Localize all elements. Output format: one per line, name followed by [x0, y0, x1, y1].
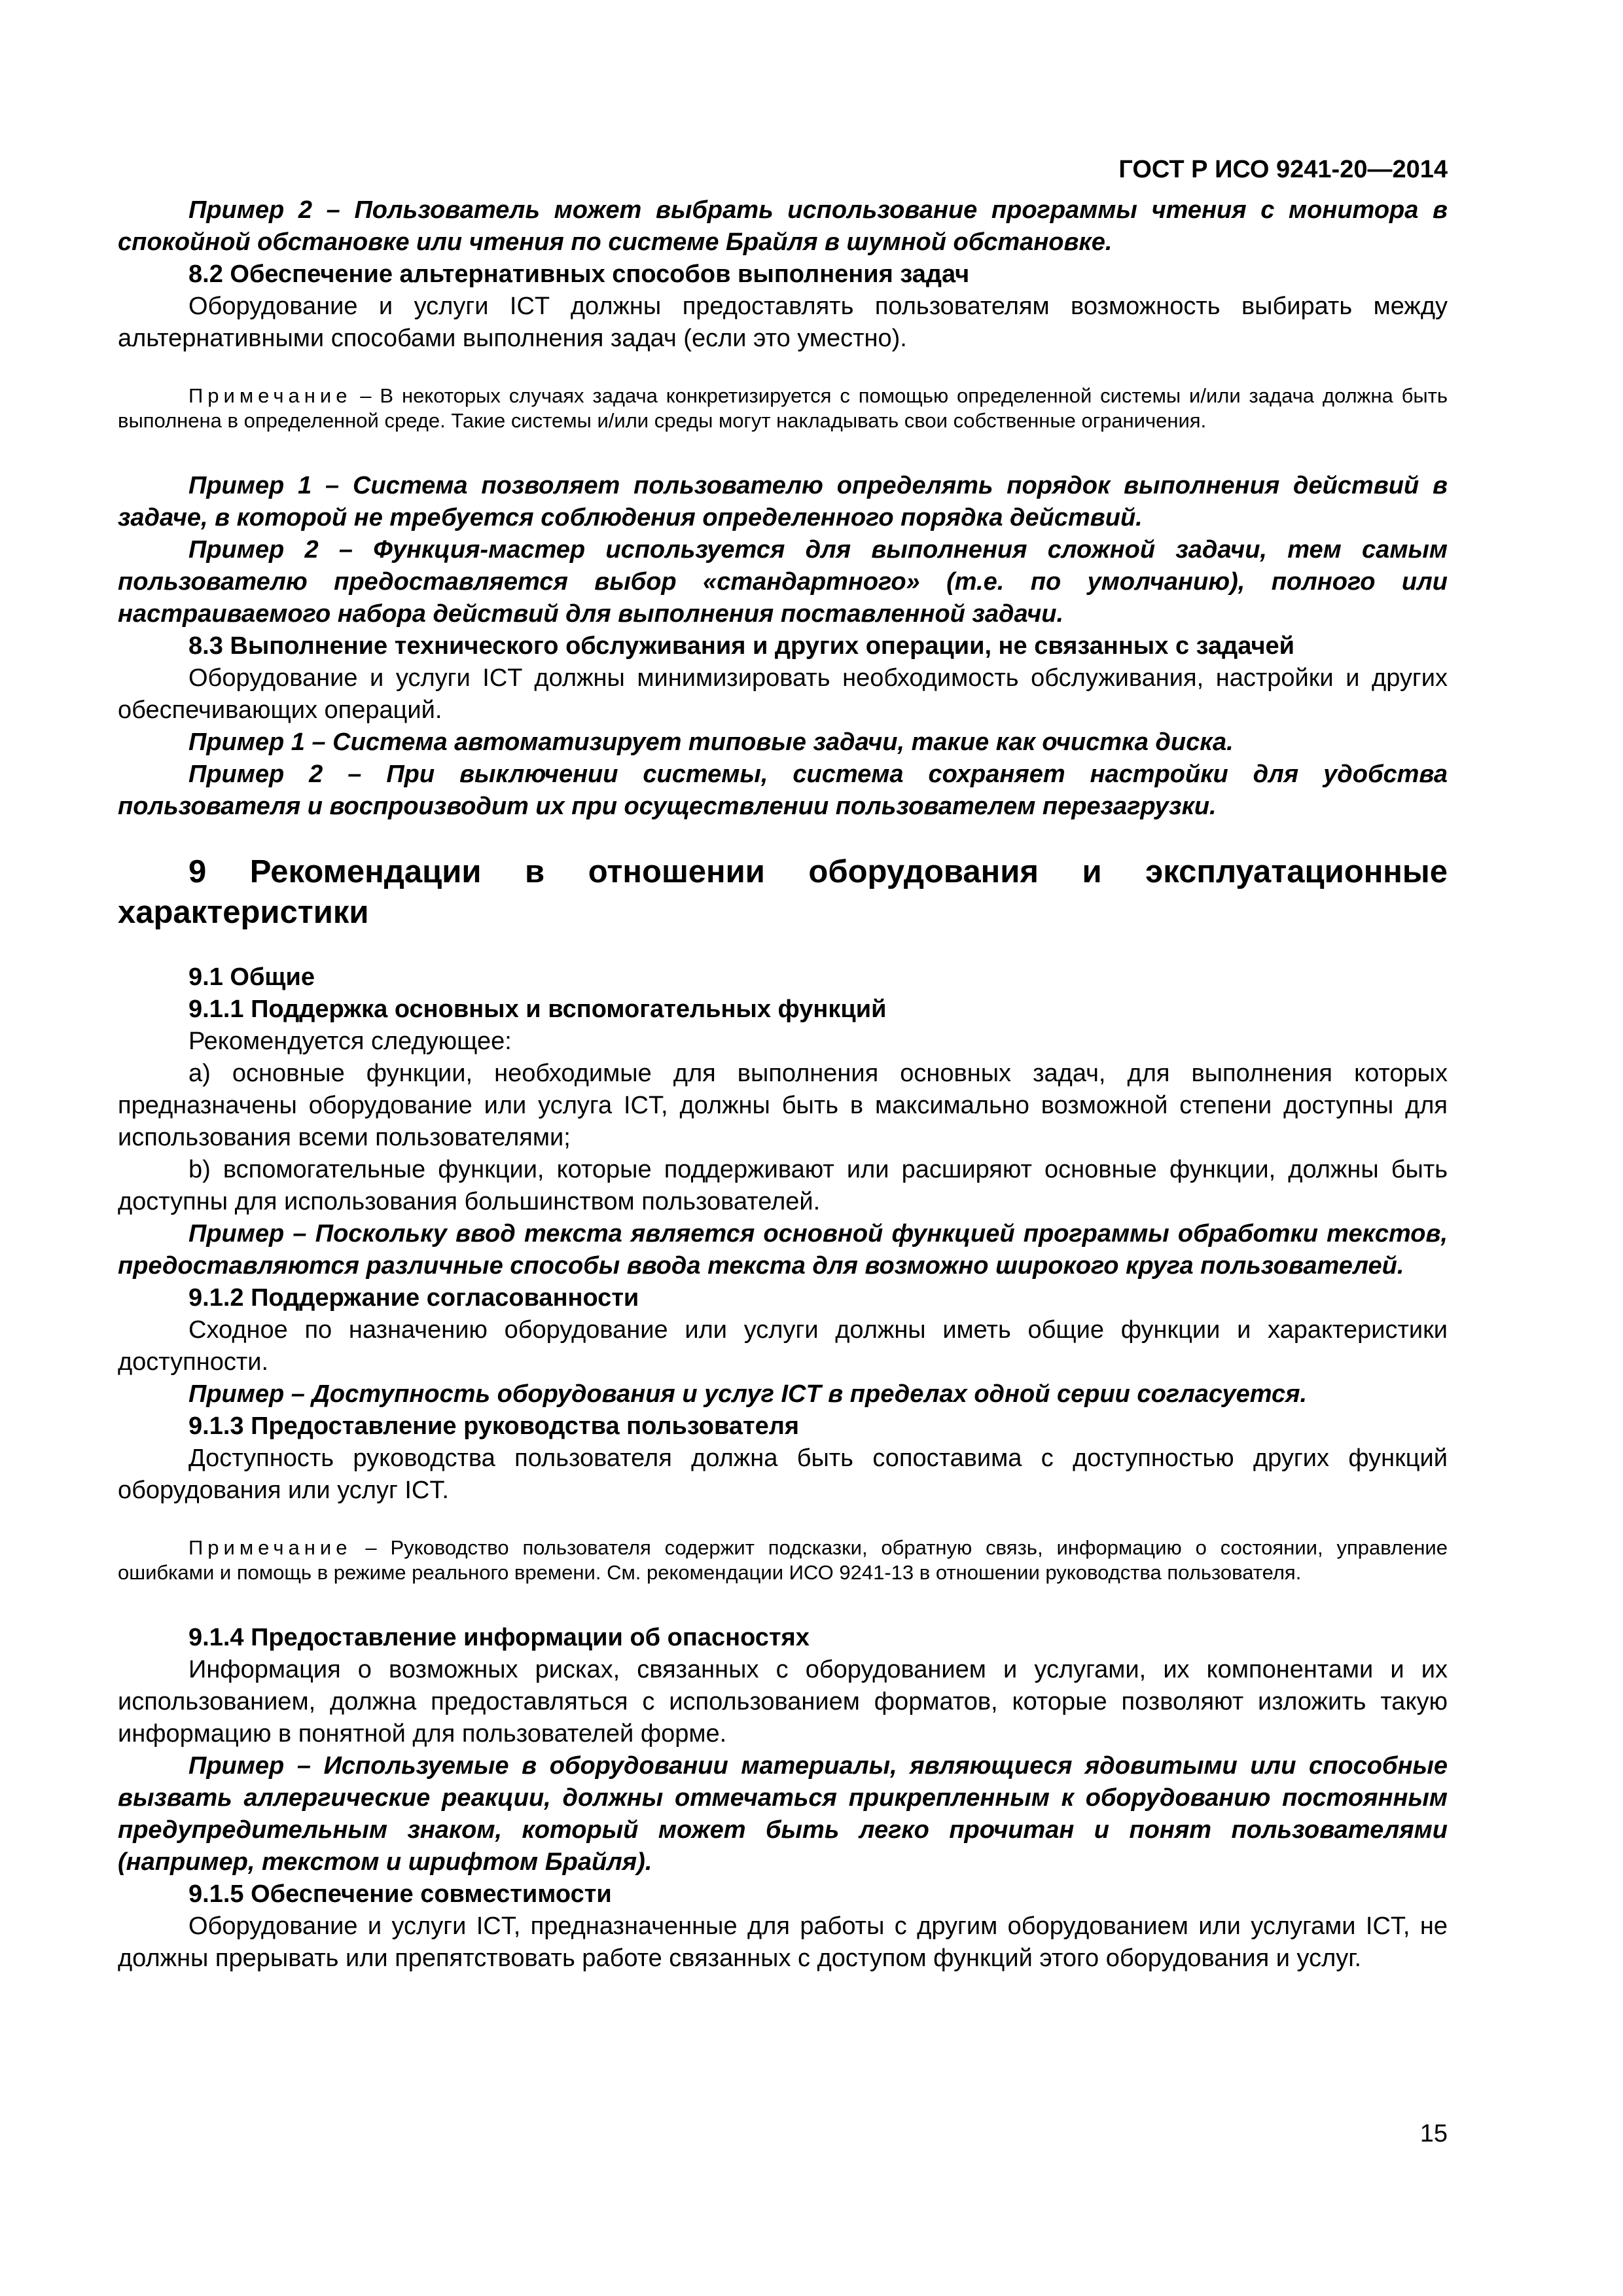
section-heading-9-1-3: 9.1.3 Предоставление руководства пользователя — [188, 1412, 800, 1440]
document-body — [118, 194, 1448, 1975]
document-header: ГОСТ Р ИСО 9241-20—2014 — [1118, 156, 1448, 183]
example-paragraph: Пример – Используемые в оборудовании материалы, являющиеся ядовитыми или способные вызвать аллергические реакции, должны отмечаться прикрепленным к оборудованию постоянным предупредительным знаком, который может быть легко прочитан и понят пользователями (например, текстом и шрифтом Брайля). — [118, 1752, 1448, 1876]
body-paragraph: Оборудование и услуги ICT должны минимизировать необходимость обслуживания, настройки и других обеспечивающих операций. — [118, 664, 1448, 724]
example-paragraph: Пример 1 – Система позволяет пользователю определять порядок выполнения действий в задаче, в которой не требуется соблюдения определенного порядка действий. — [118, 472, 1448, 531]
section-heading-9-1-5: 9.1.5 Обеспечение совместимости — [188, 1880, 612, 1908]
body-paragraph: Рекомендуется следующее: — [188, 1028, 512, 1055]
list-item-a: а) основные функции, необходимые для выполнения основных задач, для выполнения которых предназначены оборудование или услуга ICT, должны быть в максимально возможной степени доступны для использования всеми пользователями; — [118, 1060, 1448, 1151]
section-heading-9-1-2: 9.1.2 Поддержание согласованности — [188, 1284, 639, 1312]
body-paragraph: Информация о возможных рисках, связанных с оборудованием и услугами, их компонентами и их использованием, должна предоставляться с использованием форматов, которые позволяют изложить такую информацию в понятной для пользователей форме. — [118, 1656, 1448, 1748]
example-paragraph: Пример 2 – При выключении системы, система сохраняет настройки для удобства пользователя и воспроизводит их при осуществлении пользователем перезагрузки. — [118, 761, 1448, 820]
example-paragraph: Пример 1 – Система автоматизирует типовые задачи, такие как очистка диска. — [188, 728, 1234, 756]
section-heading-8-2: 8.2 Обеспечение альтернативных способов выполнения задач — [188, 260, 970, 288]
section-heading-8-3: 8.3 Выполнение технического обслуживания и других операции, не связанных с задачей — [188, 632, 1295, 660]
note-paragraph — [118, 1535, 1448, 1585]
body-paragraph: Оборудование и услуги ICT, предназначенные для работы с другим оборудованием или услугами ICT, не должны прерывать или препятствовать работе связанных с доступом функций этого оборудования и услуг. — [118, 1912, 1448, 1972]
example-paragraph: Пример – Доступность оборудования и услуг ICT в пределах одной серии согласуется. — [188, 1380, 1308, 1408]
body-paragraph: Сходное по назначению оборудование или услуги должны иметь общие функции и характеристики доступности. — [118, 1316, 1448, 1376]
note-label: Примечание — [188, 384, 352, 407]
example-paragraph: Пример – Поскольку ввод текста является основной функцией программы обработки текстов, предоставляются различные способы ввода текста для возможно широкого круга пользователей. — [118, 1220, 1448, 1280]
body-paragraph: Доступность руководства пользователя должна быть сопоставима с доступностью других функций оборудования или услуг ICT. — [118, 1444, 1448, 1504]
note-paragraph — [118, 384, 1448, 433]
body-paragraph: Оборудование и услуги ICT должны предоставлять пользователям возможность выбирать между альтернативными способами выполнения задач (если это уместно). — [118, 293, 1448, 352]
note-label: Примечание — [188, 1536, 352, 1559]
section-heading-9-1-4: 9.1.4 Предоставление информации об опасностях — [188, 1624, 810, 1651]
section-heading-9: 9 Рекомендации в отношении оборудования и эксплуатационные характеристики — [118, 854, 1448, 930]
section-heading-9-1-1: 9.1.1 Поддержка основных и вспомогательных функций — [188, 996, 887, 1023]
list-item-b: b) вспомогательные функции, которые поддерживают или расширяют основные функции, должны быть доступны для использования большинством пользователей. — [118, 1156, 1448, 1215]
section-heading-9-1: 9.1 Общие — [188, 963, 315, 991]
note-text: – Руководство пользователя содержит подсказки, обратную связь, информацию о состоянии, управление ошибками и помощь в режиме реального времени. См. рекомендации ИСО 9241-13 в отношении руководства пользователя. — [118, 1536, 1448, 1584]
page-number: 15 — [1419, 2120, 1448, 2147]
example-paragraph: Пример 2 – Функция-мастер используется для выполнения сложной задачи, тем самым пользователю предоставляется выбор «стандартного» (т.е. по умолчанию), полного или настраиваемого набора действий для выполнения поставленной задачи. — [118, 536, 1448, 628]
note-text: – В некоторых случаях задача конкретизируется с помощью определенной системы и/или задача должна быть выполнена в определенной среде. Такие системы и/или среды могут накладывать свои собственные ограничения. — [118, 384, 1448, 432]
example-paragraph: Пример 2 – Пользователь может выбрать использование программы чтения с монитора в спокойной обстановке или чтения по системе Брайля в шумной обстановке. — [118, 196, 1448, 256]
